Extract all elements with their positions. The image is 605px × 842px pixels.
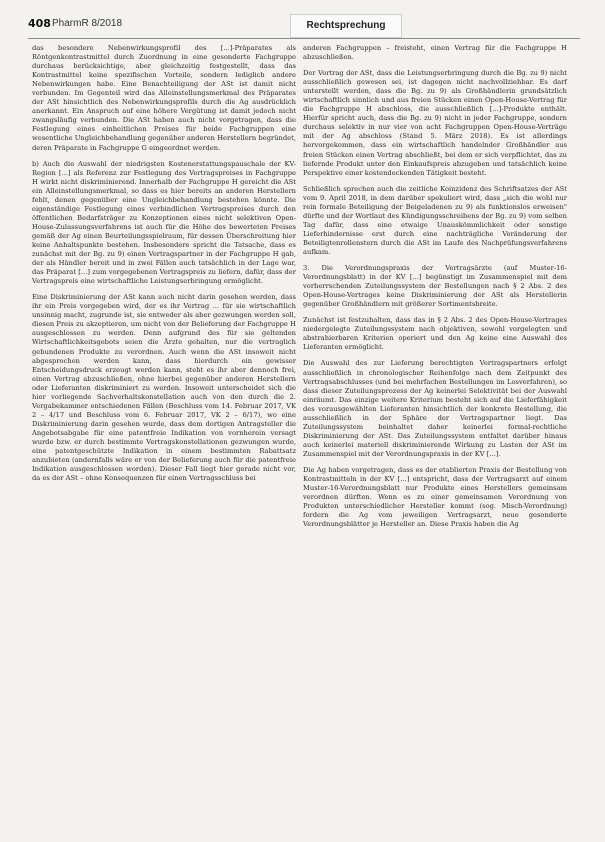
right-paragraph: anderen Fachgruppen – freisteht, einen Vertrag für die Fachgruppe H abzuschließen. [303, 44, 567, 62]
right-paragraph: Schließlich sprechen auch die zeitliche Koinzidenz des Schriftsatzes der ASt vom 9. April 2018, in dem darüber spekuliert wird, dass „sich die wohl nur rein formale Beteiligung der Beigeladenen zu 9) als funktionslos erweisen" dürfte und der Wortlaut des Kündigungsschreibens der Bg. zu 9) vom selben Tag dafür, dass eine etwaige Unauskömmlichkeit oder sonstige Lieferhindernisse erst durch eine nachträgliche Veränderung der Beteiligtenrollenstern durch die ASt im Laufe des Nachprüfungsverfahrens aufkam. [303, 184, 567, 256]
left-paragraph: Eine Diskriminierung der ASt kann auch nicht darin gesehen werden, dass ihr ein Preis vorgegeben wird, der es ihr Vertrag ... für sie wirtschaftlich unsinnig macht, zugrunde ist, sie entweder als aber gezwungen werden soll, diesen Preis zu akzeptieren, um nicht von der Belieferung der Fachgruppe H ausgeschlossen zu werden. Denn aufgrund des für sie geltenden Wirtschaftlichkeitsgebots seien die Ärzte gehalten, nur die vertraglich gebundenen Produkte zu verordnen. Auch wenn die ASt insoweit nicht abgesprochen werden kann, dass hierdurch ein gewisser Entscheidungsdruck erzeugt werden kann, steht es ihr aber dennoch frei, einen Vertrag abzuschließen, ohne hierbei gegenüber anderen Herstellern oder Lieferanten diskriminiert zu werden. Insoweit unterscheidet sich die hier vorliegende Sachverhaltskonstellation auch von den durch die 2. Vergabekammer entschiedenen Fällen (Beschluss vom 14. Februar 2017, VK 2 – 4/17 und Beschluss vom 6. Februar 2017, VK 2 – 6/17), wo eine Diskriminierung darin gesehen wurde, dass dem dortigen Antragsteller die Angebotsabgabe für eine patentfreie Indikation von vornherein versagt wurde bzw. er durch bestimmte Vertragskonstellationen gezwungen wurde, eine patentgeschützte Indikation in einem bestimmten Rabattsatz anzubieten (andernfalls wäre er von der Belieferung auch für die patentfreie Indikation ausgeschlossen worden). Dieser Fall liegt hier gerade nicht vor, da es der ASt – ohne Konsequenzen für einen Vertragsschluss bei [32, 293, 296, 483]
journal-citation: PharmR 8/2018 [52, 18, 123, 29]
right-paragraph: Zunächst ist festzuhalten, dass das in § 2 Abs. 2 des Open-House-Vertrages niedergelegte Zuteilungssystem nach objektiven, sowohl vorgelegten und abstrahierbaren Kriterien operiert und den Ag keine eine Auswahl des Lieferanten ermöglicht. [303, 316, 567, 352]
left-paragraph: das besondere Nebenwirkungsprofil des [...]-Präparates als Röntgenkontrastmittel durch Zuordnung in eine gesonderte Fachgruppe durchaus berücksichtige, aber gleichzeitig festgestellt, dass das Kontrastmittel keine spezifischen Vorteile, sondern lediglich andere Nebenwirkungen habe. Eine Benachteiligung der ASt ist damit nicht verbunden. Im Gegenteil wird das Alleinstellungsmerkmal des Präparates der ASt hinsichtlich des Nebenwirkungsprofils durch die Ag ausdrücklich anerkannt. Ein Anspruch auf eine höhere Vergütung ist damit jedoch nicht zwangsläufig verbunden. Die ASt haben auch nicht vorgetragen, dass die Festlegung eines einheitlichen Preises für beide Fachgruppen eine wesentliche Ungleichbehandlung gegenüber anderen Herstellern begründet, deren Präparate in Fachgruppe G eingeordnet werden. [32, 44, 296, 152]
right-paragraph: 3. Die Verordnungspraxis der Vertragsärzte (auf Muster-16-Verordnungsblatt) in der KV [...] begünstigt im Zusammenspiel mit dem vorherrschenden Zuteilungssystem der Bestellungen nach § 2 Abs. 2 des Open-House-Vertrages keine Diskriminierung der ASt als Herstellerin gegenüber Großhändlern mit größerer Sortimentsbreite. [303, 264, 567, 309]
page-number: 408 [28, 17, 51, 30]
right-paragraph: Die Auswahl des zur Lieferung berechtigten Vertragspartners erfolgt ausschließlich in chronologischer Reihenfolge nach dem Zeitpunkt des Vertragsabschlusses (und bei mehrfachen Bestellungen im Losverfahren), so dass dieser Zuteilungsprozess der Ag keinerlei Selektivität bei der Auswahl einräumt. Das einzige weitere Kriterium besteht sich auf die Lieferfähigkeit des vorausgewählten Lieferanten hinsichtlich der konkrete Bestellung, die ausschließlich in der Sphäre der Vertragspartner liegt. Das Zuteilungssystem beinhaltet daher keinerlei formal-rechtliche Diskriminierung der ASt. Das Zuteilungssystem entfaltet darüber hinaus auch keinerlei materiell diskriminierende Wirkung zu Lasten der ASt im Zusammenspiel mit der Verordnungspraxis in der KV [...]. [303, 359, 567, 458]
left-column [32, 44, 296, 490]
header-rule [28, 38, 580, 39]
right-paragraph: Der Vortrag der ASt, dass die Leistungserbringung durch die Bg. zu 9) nicht ausschließlich gewesen sei, ist dagegen nicht nachvollziehbar. Es darf unterstellt werden, dass die Bg. zu 9) als Großhändlerin grundsätzlich wirtschaftlich sinnlich und aus freien Stücken einen Open-House-Vertrag für die Fachgruppe H abschloss, die ausschließlich [...]-Produkte enthält. Hierfür spricht auch, dass die Bg. zu 9) nicht in jeder Fachgruppe, sondern durchaus selektiv in nur vier von acht Fachgruppen Open-House-Verträge mit der Ag abschloss (Stand 5. März 2018). Es ist allerdings hervorgekommen, dass ein wirtschaftlich handelnder Großhändler aus freien Stücken einen Vertrag abschließt, bei dem er sich verpflichtet, das zu liefernde Produkt unter den Einkaufspreis abzugeben und tatsächlich keine Perspektive einer kostendeckenden Tätigkeit besteht. [303, 69, 567, 177]
section-label: Rechtsprechung [290, 14, 402, 38]
right-column [303, 44, 567, 536]
left-paragraph: b) Auch die Auswahl der niedrigsten Kostenerstattungspauschale der KV-Region [...] als Referenz zur Festlegung des Vertragspreises in Fachgruppe H wirkt nicht diskriminierend. Innerhalb der Fachgruppe H gereicht die ASt ein Alleinstellungsmerkmal, so dass es hier bereits an anderen Herstellern fehlt, denen gegenüber eine Ungleichbehandlung bestehen könnte. Die eigenständige Festlegung eines verbindlichen Vertragspreises durch den öffentlichen Bedarfsträger zu Konzeptionen eines nicht selektiven Open-House-Zulassungsverfahrens ist auch für die Höhe des bewerteten Preises gemäß der Ag einen Beurteilungsspielraum, für dessen Überschreitung hier keine Anhaltspunkte bestehen. Insbesondere spricht die Tatsache, dass es zunächst mit der Bg. zu 9) einen Vertragspartner in der Fachgruppe H gab, der als Händler bereit und in zwei Fällen auch tatsächlich in der Lage war, das Präparat [...] zum vorgegebenen Vertragspreis zu liefern, dafür, dass der Vertragspreis eine wirtschaftliche Leistungserbringung ermöglicht. [32, 159, 296, 286]
right-paragraph: Die Ag haben vorgetragen, dass es der etablierten Praxis der Bestellung von Kontrastmitteln in der KV [...] entspricht, dass der Vertragsarzt auf einem Muster-16-Verordnungsblatt nur Produkte eines Herstellers gemeinsam verordnen dürften. Wenn es zu einer gemeinsamen Verordnung von Produkten unterschiedlicher Hersteller kommt (sog. Misch-Verordnung) fordern die Ag vom jeweiligen Vertragsarzt, neue gesonderte Verordnungsblätter je Hersteller an. Diese Praxis haben die Ag [303, 465, 567, 529]
page-header [28, 14, 580, 38]
